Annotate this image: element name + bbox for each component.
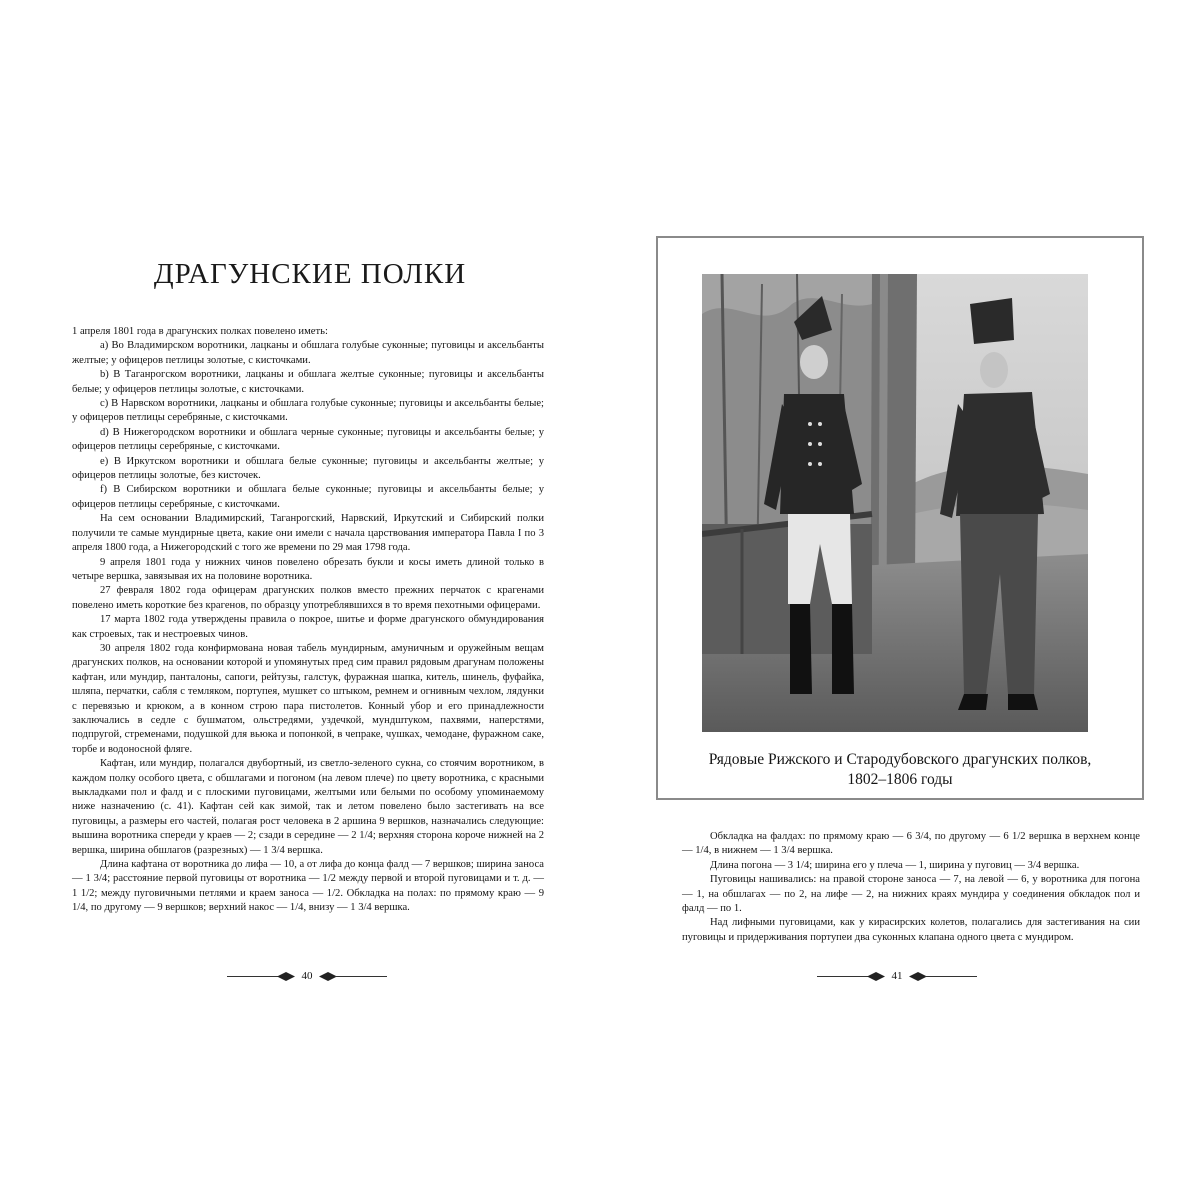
page-number: 41 bbox=[891, 970, 903, 982]
plate-caption bbox=[668, 750, 1132, 790]
paragraph: 27 февраля 1802 года офицерам драгунских полков вместо прежних перчаток с крагенами повелено иметь короткие без крагенов, по образцу употреблявшихся в то время пехотными офицерами. bbox=[72, 585, 544, 611]
left-page-body bbox=[72, 325, 544, 916]
paragraph: Кафтан, или мундир, полагался двубортный, из светло-зеленого сукна, со стоячим воротником, в каждом полку особого цвета, с обшлагами и погоном (на левом плече) по цвету воротника, с красными выкладками пол и фалд и с плоскими пуговицами, желтыми или белыми по особому упоминаемому ниже назначению (с. 41). Кафтан сей как зимой, так и летом повелено было застегивать на все пуговицы, а размеры его частей, полагая рост человека в 2 аршина 9 вершков, назначались следующие: вышина воротника спереди у краев — 2; сзади в середине — 2 1/4; верхняя сторона короче нижней на 2 вершка, ширина обшлагов (разрезных) — 1 3/4 вершка. bbox=[72, 758, 544, 856]
paragraph: Обкладка на фалдах: по прямому краю — 6 3/4, по другому — 6 1/2 вершка в верхнем конце — 1/4, в нижнем — 1 3/4 вершка. bbox=[682, 831, 1140, 857]
paragraph: e) В Иркутском воротники и обшлага белые суконные; пуговицы и аксельбанты желтые; у офицеров петлицы золотые, без кисточек. bbox=[72, 455, 544, 482]
paragraph: d) В Нижегородском воротники и обшлага черные суконные; пуговицы и аксельбанты белые; у офицеров петлицы серебряные, с кисточками. bbox=[72, 426, 544, 453]
page-number: 40 bbox=[301, 970, 313, 982]
paragraph: 9 апреля 1801 года у нижних чинов повелено обрезать букли и косы иметь длиной только в четыре вершка, завязывая их на половине воротника. bbox=[72, 556, 544, 582]
paragraph: 17 марта 1802 года утверждены правила о покрое, шитье и форме драгунского обмундирования как строевых, так и нестроевых чинов. bbox=[72, 614, 544, 640]
paragraph: Над лифными пуговицами, как у кирасирских колетов, полагались для застегивания на сии пуговицы и придерживания портупеи два суконных клапана одного цвета с мундиром. bbox=[682, 917, 1140, 943]
paragraph: Пуговицы нашивались: на правой стороне заноса — 7, на левой — 6, у воротника для погона — 1, на обшлагах — по 2, на лифе — 2, на нижних краях мундира у соединения обкладок пол и фалд — по 1. bbox=[682, 874, 1140, 915]
page-number-ornament bbox=[797, 968, 997, 986]
paragraph: Длина кафтана от воротника до лифа — 10, а от лифа до конца фалд — 7 вершков; ширина заноса — 1 3/4; расстояние первой пуговицы от воротника — 1/2 между первой и второй пуговицами и т. д. — 1 1/2; между пуговичными петлями и краем заноса — 1/2. Обкладка на полах: по прямому краю — 9 1/4, по другому — 9 вершков; верхний накос — 1/4, внизу — 1 3/4 вершка. bbox=[72, 859, 544, 914]
dragoon-engraving-image bbox=[702, 274, 1088, 732]
paragraph: Длина погона — 3 1/4; ширина его у плеча — 1, ширина у пуговиц — 3/4 вершка. bbox=[710, 859, 1080, 871]
ornament-rule bbox=[925, 976, 977, 977]
paragraph: На сем основании Владимирский, Таганрогский, Нарвский, Иркутский и Сибирский полки получили те самые мундирные цвета, какие они имели с начала царствования императора Павла I по 3 апреля 1800 года, а Нижегородский с того же времени по 29 мая 1798 года. bbox=[72, 513, 544, 554]
right-page-body bbox=[682, 830, 1140, 945]
paragraph: a) Во Владимирском воротники, лацканы и обшлага голубые суконные; пуговицы и аксельбанты желтые; у офицеров петлицы золотые, с кисточками. bbox=[72, 340, 544, 366]
paragraph: f) В Сибирском воротники и обшлага белые суконные; пуговицы и аксельбанты белые; у офицеров петлицы серебряные, с кисточками. bbox=[72, 484, 544, 510]
chapter-title: ДРАГУНСКИЕ ПОЛКИ bbox=[153, 258, 467, 290]
ornament-rule bbox=[335, 976, 387, 977]
paragraph: b) В Таганрогском воротники, лацканы и обшлага желтые суконные; пуговицы и аксельбанты белые; у офицеров петлицы золотые, с кисточками. bbox=[72, 369, 544, 395]
page-number-ornament bbox=[207, 968, 407, 986]
paragraph: 1 апреля 1801 года в драгунских полках повелено иметь: bbox=[72, 326, 328, 337]
right-page bbox=[600, 0, 1200, 1200]
illustration-plate bbox=[656, 236, 1144, 800]
paragraph: 30 апреля 1802 года конфирмована новая табель мундирным, амуничным и оружейным вещам драгунских полков, на основании которой и упомянутых пред сим правил рядовым драгунам положены кафтан, или мундир, панталоны, сапоги, рейтузы, галстук, фуражная шапка, китель, шинель, фуфайка, шляпа, перчатки, сабля с темляком, портупея, мушкет со штыком, ремнем и огнивным чехлом, лядунки с перевязью и крюком, а в конном строю пара пистолетов. Конный убор и его принадлежности заключались в седле с бушматом, ольстредями, уздечкой, мундштуком, пахвями, наперстями, подпругой, стременами, подушкой для вьюка и попонкой, в чепраке, чушках, чемодане, фуражном саке, торбе и водоносной фляге. bbox=[72, 642, 544, 755]
plate-caption-line: Рядовые Рижского и Стародубовского драгунских полков, bbox=[708, 751, 1092, 768]
paragraph: c) В Нарвском воротники, лацканы и обшлага голубые суконные; пуговицы и аксельбанты белые; у офицеров петлицы серебряные, с кисточками. bbox=[72, 398, 544, 424]
plate-caption-line: 1802–1806 годы bbox=[847, 771, 953, 788]
